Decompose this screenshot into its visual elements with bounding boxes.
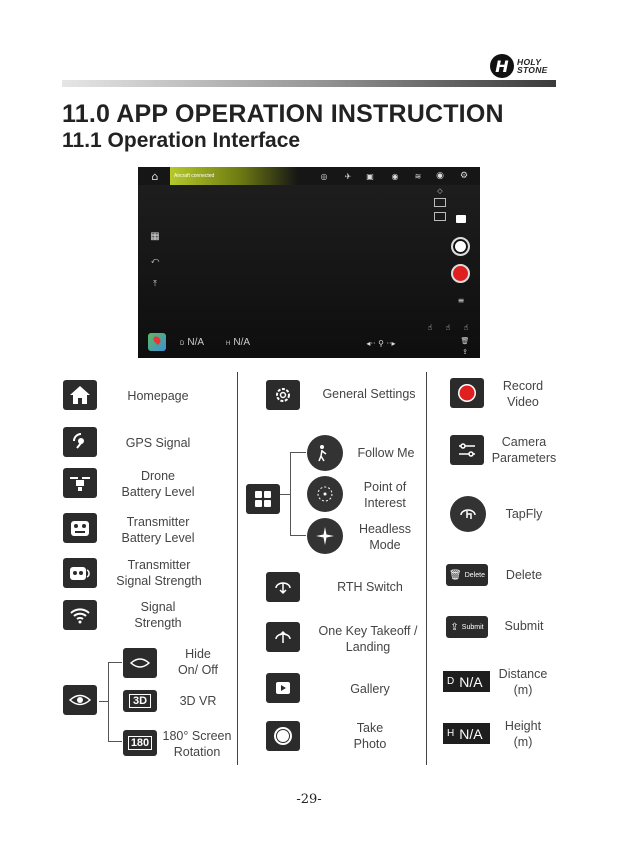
label-record-video [488,378,558,410]
flight-modes-icon [246,484,280,514]
app-height-value: N/A [233,337,251,348]
tapfly-icon[interactable]: ☝ [427,322,433,332]
gps-icon: ◎ [320,171,328,181]
label-transmitter-battery [110,514,206,546]
tapfly-icon [450,496,486,532]
delete-icon[interactable]: 🗑 [460,337,470,345]
transmitter-signal-icon: ◉ [391,171,399,181]
home-icon[interactable]: ⌂ [151,169,159,183]
label-tapfly: TapFly [505,507,543,521]
hide-icon [123,648,157,678]
label-transmitter-signal [110,557,208,589]
label-gps-signal: GPS Signal [125,436,191,450]
label-hide-line1: Hide [185,647,211,661]
flight-modes-icon[interactable]: ▦ [150,230,160,242]
label-distance-line2: (m) [513,683,533,697]
header-bar [62,80,556,87]
label-camera-line2: Parameters [491,451,557,465]
takeoff-icon [266,622,300,652]
camera-parameters-icon [450,435,484,465]
label-homepage: Homepage [127,389,189,403]
record-video-icon [450,378,484,408]
brand-line1: HOLY [517,57,542,67]
label-gallery: Gallery [350,682,390,696]
column-divider-1 [237,372,238,765]
take-photo-icon [266,721,300,751]
height-readout [443,723,490,744]
brand-wordmark [517,58,548,74]
app-status-message: Aircraft connected [170,167,298,185]
vr-3d-icon [123,690,157,712]
label-signal-strength-line1: Signal [140,600,176,614]
gallery-icon [266,673,300,703]
label-height [492,718,554,750]
label-distance [492,666,554,698]
label-signal-strength-line2: Strength [134,616,182,630]
label-hide-line2: On/ Off [177,663,219,677]
label-headless-line1: Headless [358,522,412,536]
trash-icon: 🗑 [449,569,462,581]
vr-3d-icon[interactable] [434,198,446,207]
label-headless-mode [350,521,420,553]
transmitter-battery-icon: ▣ [366,171,374,181]
label-signal-strength [118,599,198,631]
flight-modes-connector [280,494,290,495]
map-icon[interactable] [148,333,166,351]
section-heading: 11.1 Operation Interface [62,129,301,152]
label-height-line2: (m) [513,735,533,749]
label-screen-rotation [160,728,234,760]
brand-mark: H [490,54,514,78]
flight-modes-bracket [290,452,306,536]
gps-icon [63,427,97,457]
app-height-prefix: H [226,341,231,347]
column-divider-2 [426,372,427,765]
page-heading: 11.0 APP OPERATION INSTRUCTION [62,100,504,128]
submit-icon[interactable]: ⇪ [462,348,468,356]
transmitter-signal-icon [63,558,97,588]
app-distance-value: N/A [187,337,205,348]
height-prefix: H [447,728,455,739]
app-distance-prefix: D [180,341,185,347]
upload-icon: ⇪ [450,621,459,633]
eye-icon[interactable]: ◉ [436,171,444,181]
label-hide-toggle [168,646,228,678]
app-screenshot [138,167,480,358]
drone-battery-icon [63,468,97,498]
wifi-icon [63,600,97,630]
label-transmitter-signal-line2: Signal Strength [116,574,202,588]
label-poi-line1: Point of [363,480,407,494]
page-number: -29- [296,792,322,807]
tapfly-icon-2[interactable]: ☝ [445,322,451,332]
rotate-180-badge: 180 [128,736,152,750]
take-photo-button[interactable] [451,237,470,256]
height-value: N/A [459,725,483,742]
label-point-of-interest [350,479,420,511]
label-takeoff-line1: One Key Takeoff / [318,624,418,638]
delete-button-label: Delete [464,571,485,579]
transmitter-battery-icon [63,513,97,543]
label-3d-vr: 3D VR [179,694,217,708]
distance-value: N/A [459,673,483,690]
vr-3d-badge: 3D [129,694,151,708]
gear-icon[interactable]: ⚙ [459,171,469,181]
tapfly-icon-3[interactable]: ☝ [463,322,469,332]
label-camera-parameters [488,434,560,466]
submit-button-label: Submit [461,623,484,631]
label-rotation-line2: Rotation [173,745,221,759]
submit-button-icon [446,616,488,638]
label-drone-battery [110,468,206,500]
label-photo-line1: Take [356,721,384,735]
brand-logo [490,52,560,80]
label-photo-line2: Photo [353,737,387,751]
distance-readout [443,671,490,692]
label-one-key-takeoff [310,623,426,655]
label-record-line2: Video [507,395,539,409]
label-rth-switch: RTH Switch [337,580,403,594]
point-of-interest-icon [307,476,343,512]
label-general-settings: General Settings [322,387,416,401]
zoom-controls[interactable]: ◂·· ⚲ ··▸ [366,338,396,348]
rotate-180-icon[interactable] [434,212,446,221]
label-height-line1: Height [504,719,542,733]
distance-prefix: D [447,676,455,687]
label-drone-battery-line1: Drone [140,469,176,483]
app-height-readout [226,337,250,348]
delete-button-icon [446,564,488,586]
follow-me-icon [307,435,343,471]
wifi-icon: ≋ [414,171,422,181]
label-transmitter-battery-line2: Battery Level [121,531,195,545]
takeoff-icon[interactable]: ⤒ [153,279,157,288]
label-distance-line1: Distance [498,667,548,681]
rth-icon[interactable]: ⤺ [150,256,160,265]
eye-icon [63,685,97,715]
hide-icon[interactable]: ◇ [437,186,443,195]
label-transmitter-battery-line1: Transmitter [126,515,190,529]
rth-icon [266,572,300,602]
home-icon [63,380,97,410]
label-transmitter-signal-line1: Transmitter [127,558,191,572]
label-delete: Delete [505,568,543,582]
eye-options-connector [99,701,108,702]
app-distance-readout [180,337,204,348]
label-record-line1: Record [502,379,544,393]
gallery-icon[interactable] [456,215,466,223]
label-take-photo [330,720,410,752]
label-headless-line2: Mode [369,538,401,552]
drone-battery-icon: ✈ [344,171,352,181]
label-rotation-line1: 180° Screen [162,729,232,743]
label-drone-battery-line2: Battery Level [121,485,195,499]
record-video-button[interactable] [451,264,470,283]
label-follow-me: Follow Me [357,446,415,460]
brand-line2: STONE [517,65,548,75]
label-submit: Submit [504,619,544,633]
rotate-180-icon [123,730,157,756]
label-camera-line1: Camera [501,435,547,449]
camera-parameters-icon[interactable]: ≡ [457,295,465,305]
gear-icon [266,380,300,410]
label-takeoff-line2: Landing [345,640,391,654]
label-poi-line2: Interest [364,496,406,510]
headless-mode-icon [307,518,343,554]
eye-options-bracket [108,662,122,742]
